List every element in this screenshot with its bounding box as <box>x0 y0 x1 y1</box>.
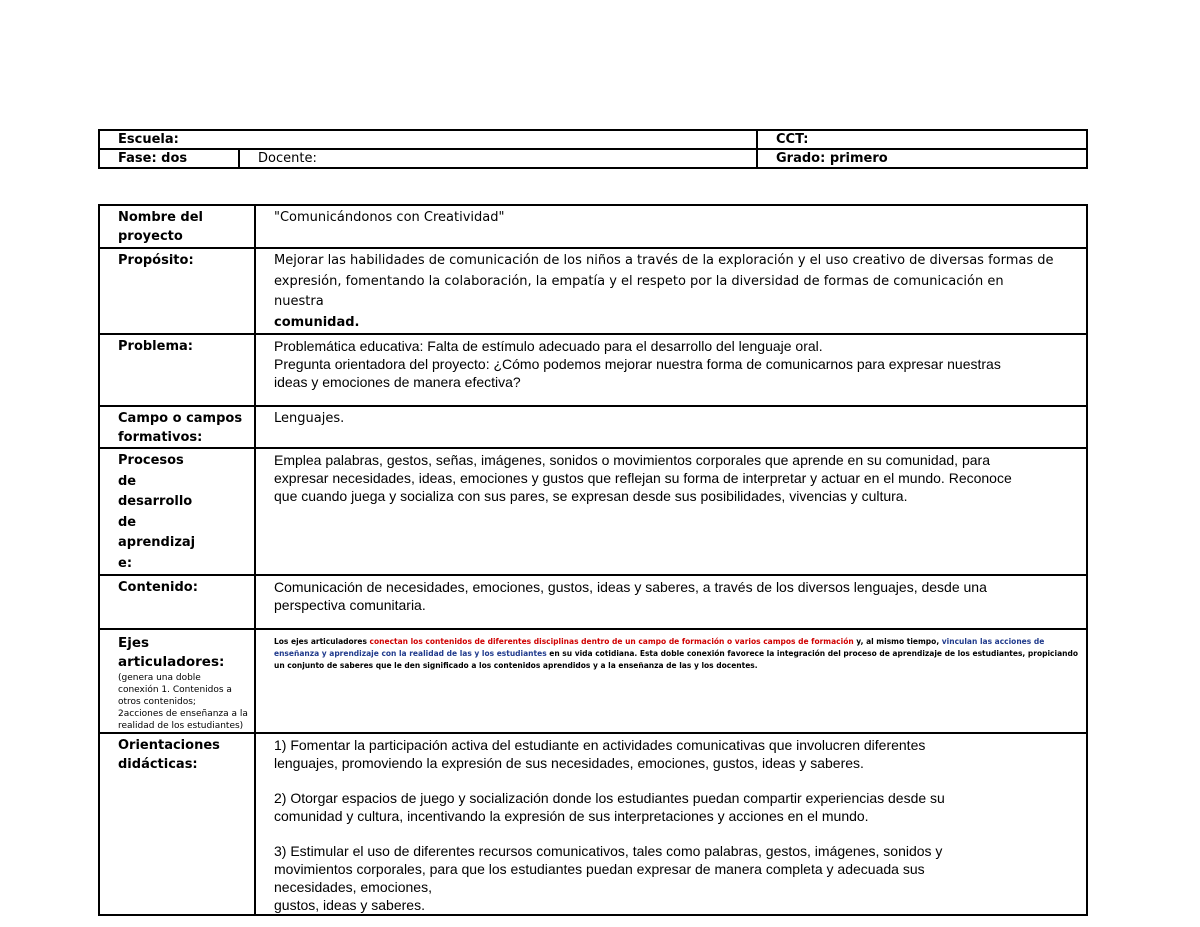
problema-label-text: Problema: <box>118 339 193 354</box>
proposito-label-text: Propósito: <box>118 253 194 268</box>
proposito-value <box>255 248 1087 334</box>
orientacion-3-line4: gustos, ideas y saberes. <box>274 897 425 913</box>
orientaciones-value <box>255 733 1087 915</box>
procesos-label-part: Procesos <box>118 453 184 468</box>
proposito-line3: nuestra <box>274 294 324 309</box>
procesos-line1: Emplea palabras, gestos, señas, imágenes, sonidos o movimientos corporales que aprende en su comunidad, para <box>274 452 990 468</box>
cct-cell <box>757 130 1087 149</box>
orientaciones-label <box>99 733 255 915</box>
grado-cell <box>757 149 1087 168</box>
orientaciones-label-line2: didácticas: <box>118 757 198 772</box>
grado-label: Grado: primero <box>776 151 888 166</box>
ejes-text-blue: vinculan las acciones de enseñanza y aprendizaje con la realidad de las y los estudiantes <box>274 637 1045 658</box>
fase-cell <box>99 149 239 168</box>
row-campo <box>99 406 1087 448</box>
campo-text: Lenguajes. <box>274 411 345 426</box>
procesos-label <box>99 448 255 575</box>
cct-label: CCT: <box>776 132 809 147</box>
row-proposito <box>99 248 1087 334</box>
row-orientaciones <box>99 733 1087 915</box>
campo-value <box>255 406 1087 448</box>
orientacion-2 <box>274 789 1086 825</box>
ejes-text-a: Los ejes articuladores <box>274 637 370 646</box>
docente-label: Docente: <box>258 151 317 166</box>
proposito-label <box>99 248 255 334</box>
nombre-label-line2: proyecto <box>118 229 183 244</box>
procesos-line2: expresar necesidades, ideas, emociones y gustos que reflejan su forma de interpretar y actuar en el mundo. Reconoce <box>274 470 1012 486</box>
escuela-cell <box>99 130 757 149</box>
campo-label <box>99 406 255 448</box>
nombre-text: "Comunicándonos con Creatividad" <box>274 210 505 225</box>
docente-cell <box>239 149 757 168</box>
proposito-line4: comunidad. <box>274 314 360 330</box>
contenido-line1: Comunicación de necesidades, emociones, gustos, ideas y saberes, a través de los diversos lenguajes, desde una <box>274 579 987 595</box>
proposito-line1: Mejorar las habilidades de comunicación de los niños a través de la exploración y el uso creativo de diversas formas de <box>274 253 1054 268</box>
row-ejes <box>99 629 1087 733</box>
header-row-1 <box>99 130 1087 149</box>
orientaciones-label-line1: Orientaciones <box>118 738 220 753</box>
campo-label-line2: formativos: <box>118 430 203 445</box>
row-procesos <box>99 448 1087 575</box>
procesos-label-part: e: <box>118 555 133 571</box>
header-table <box>98 129 1088 169</box>
orientacion-1-line2: lenguajes, promoviendo la expresión de sus necesidades, emociones, gustos, ideas y saberes. <box>274 755 864 771</box>
orientacion-2-line1: 2) Otorgar espacios de juego y socialización donde los estudiantes puedan compartir experiencias desde su <box>274 790 945 806</box>
orientacion-3-line2: movimientos corporales, para que los estudiantes puedan expresar de manera completa y adecuada sus <box>274 861 925 877</box>
orientacion-1-line1: 1) Fomentar la participación activa del estudiante en actividades comunicativas que involucren diferentes <box>274 737 926 753</box>
campo-label-line1: Campo o campos <box>118 411 243 426</box>
contenido-value <box>255 575 1087 629</box>
problema-line3: ideas y emociones de manera efectiva? <box>274 374 521 390</box>
procesos-value <box>255 448 1087 575</box>
contenido-line2: perspectiva comunitaria. <box>274 597 426 613</box>
escuela-label: Escuela: <box>118 132 179 147</box>
procesos-label-part: aprendizaj <box>118 535 196 550</box>
ejes-sub2: conexión 1. Contenidos a <box>118 685 232 695</box>
ejes-value <box>255 629 1087 733</box>
ejes-label <box>99 629 255 733</box>
row-nombre <box>99 205 1087 248</box>
header-row-2 <box>99 149 1087 168</box>
ejes-text-b: y, al mismo tiempo, <box>853 637 942 646</box>
ejes-sublabel <box>118 672 254 732</box>
ejes-sub3: otros contenidos; <box>118 697 196 707</box>
proposito-line2: expresión, fomentando la colaboración, la empatía y el respeto por la diversidad de formas de comunicación en <box>274 273 1004 289</box>
nombre-value <box>255 205 1087 248</box>
procesos-label-part: de <box>118 514 137 530</box>
ejes-sub4: 2acciones de enseñanza a la <box>118 709 248 719</box>
problema-label <box>99 334 255 406</box>
ejes-sub5: realidad de los estudiantes) <box>118 721 244 731</box>
orientacion-3 <box>274 842 1086 914</box>
ejes-text-red: conectan los contenidos de diferentes disciplinas dentro de un campo de formación o varios campos de formación <box>369 637 854 646</box>
procesos-line3: que cuando juega y socializa con sus pares, se expresan desde sus posibilidades, vivencias y cultura. <box>274 488 908 504</box>
row-contenido <box>99 575 1087 629</box>
fase-label: Fase: dos <box>118 151 188 166</box>
ejes-label-text: Ejes articuladores: <box>118 635 225 670</box>
nombre-label-line1: Nombre del <box>118 210 203 225</box>
ejes-text-c: en su vida cotidiana. Esta doble conexión favorece la integración del proceso de aprendizaje de los estudiantes, propiciando un conjunto de saberes que le den significado a los contenidos aprendidos y a la enseñanza de las y los docentes. <box>274 649 1078 670</box>
orientacion-2-line2: comunidad y cultura, incentivando la expresión de sus interpretaciones y acciones en el mundo. <box>274 808 869 824</box>
procesos-label-part: de <box>118 473 137 489</box>
procesos-label-part: desarrollo <box>118 494 193 509</box>
contenido-label-text: Contenido: <box>118 580 198 595</box>
row-problema <box>99 334 1087 406</box>
project-table <box>98 204 1088 916</box>
orientacion-1 <box>274 736 1086 772</box>
contenido-label <box>99 575 255 629</box>
orientacion-3-line3: necesidades, emociones, <box>274 879 432 895</box>
ejes-sub1: (genera una doble <box>118 673 201 683</box>
problema-line1: Problemática educativa: Falta de estímulo adecuado para el desarrollo del lenguaje oral. <box>274 338 823 354</box>
orientacion-3-line1: 3) Estimular el uso de diferentes recursos comunicativos, tales como palabras, gestos, imágenes, sonidos y <box>274 843 943 859</box>
problema-value <box>255 334 1087 406</box>
problema-line2: Pregunta orientadora del proyecto: ¿Cómo podemos mejorar nuestra forma de comunicarnos para expresar nuestras <box>274 356 1001 372</box>
nombre-label <box>99 205 255 248</box>
